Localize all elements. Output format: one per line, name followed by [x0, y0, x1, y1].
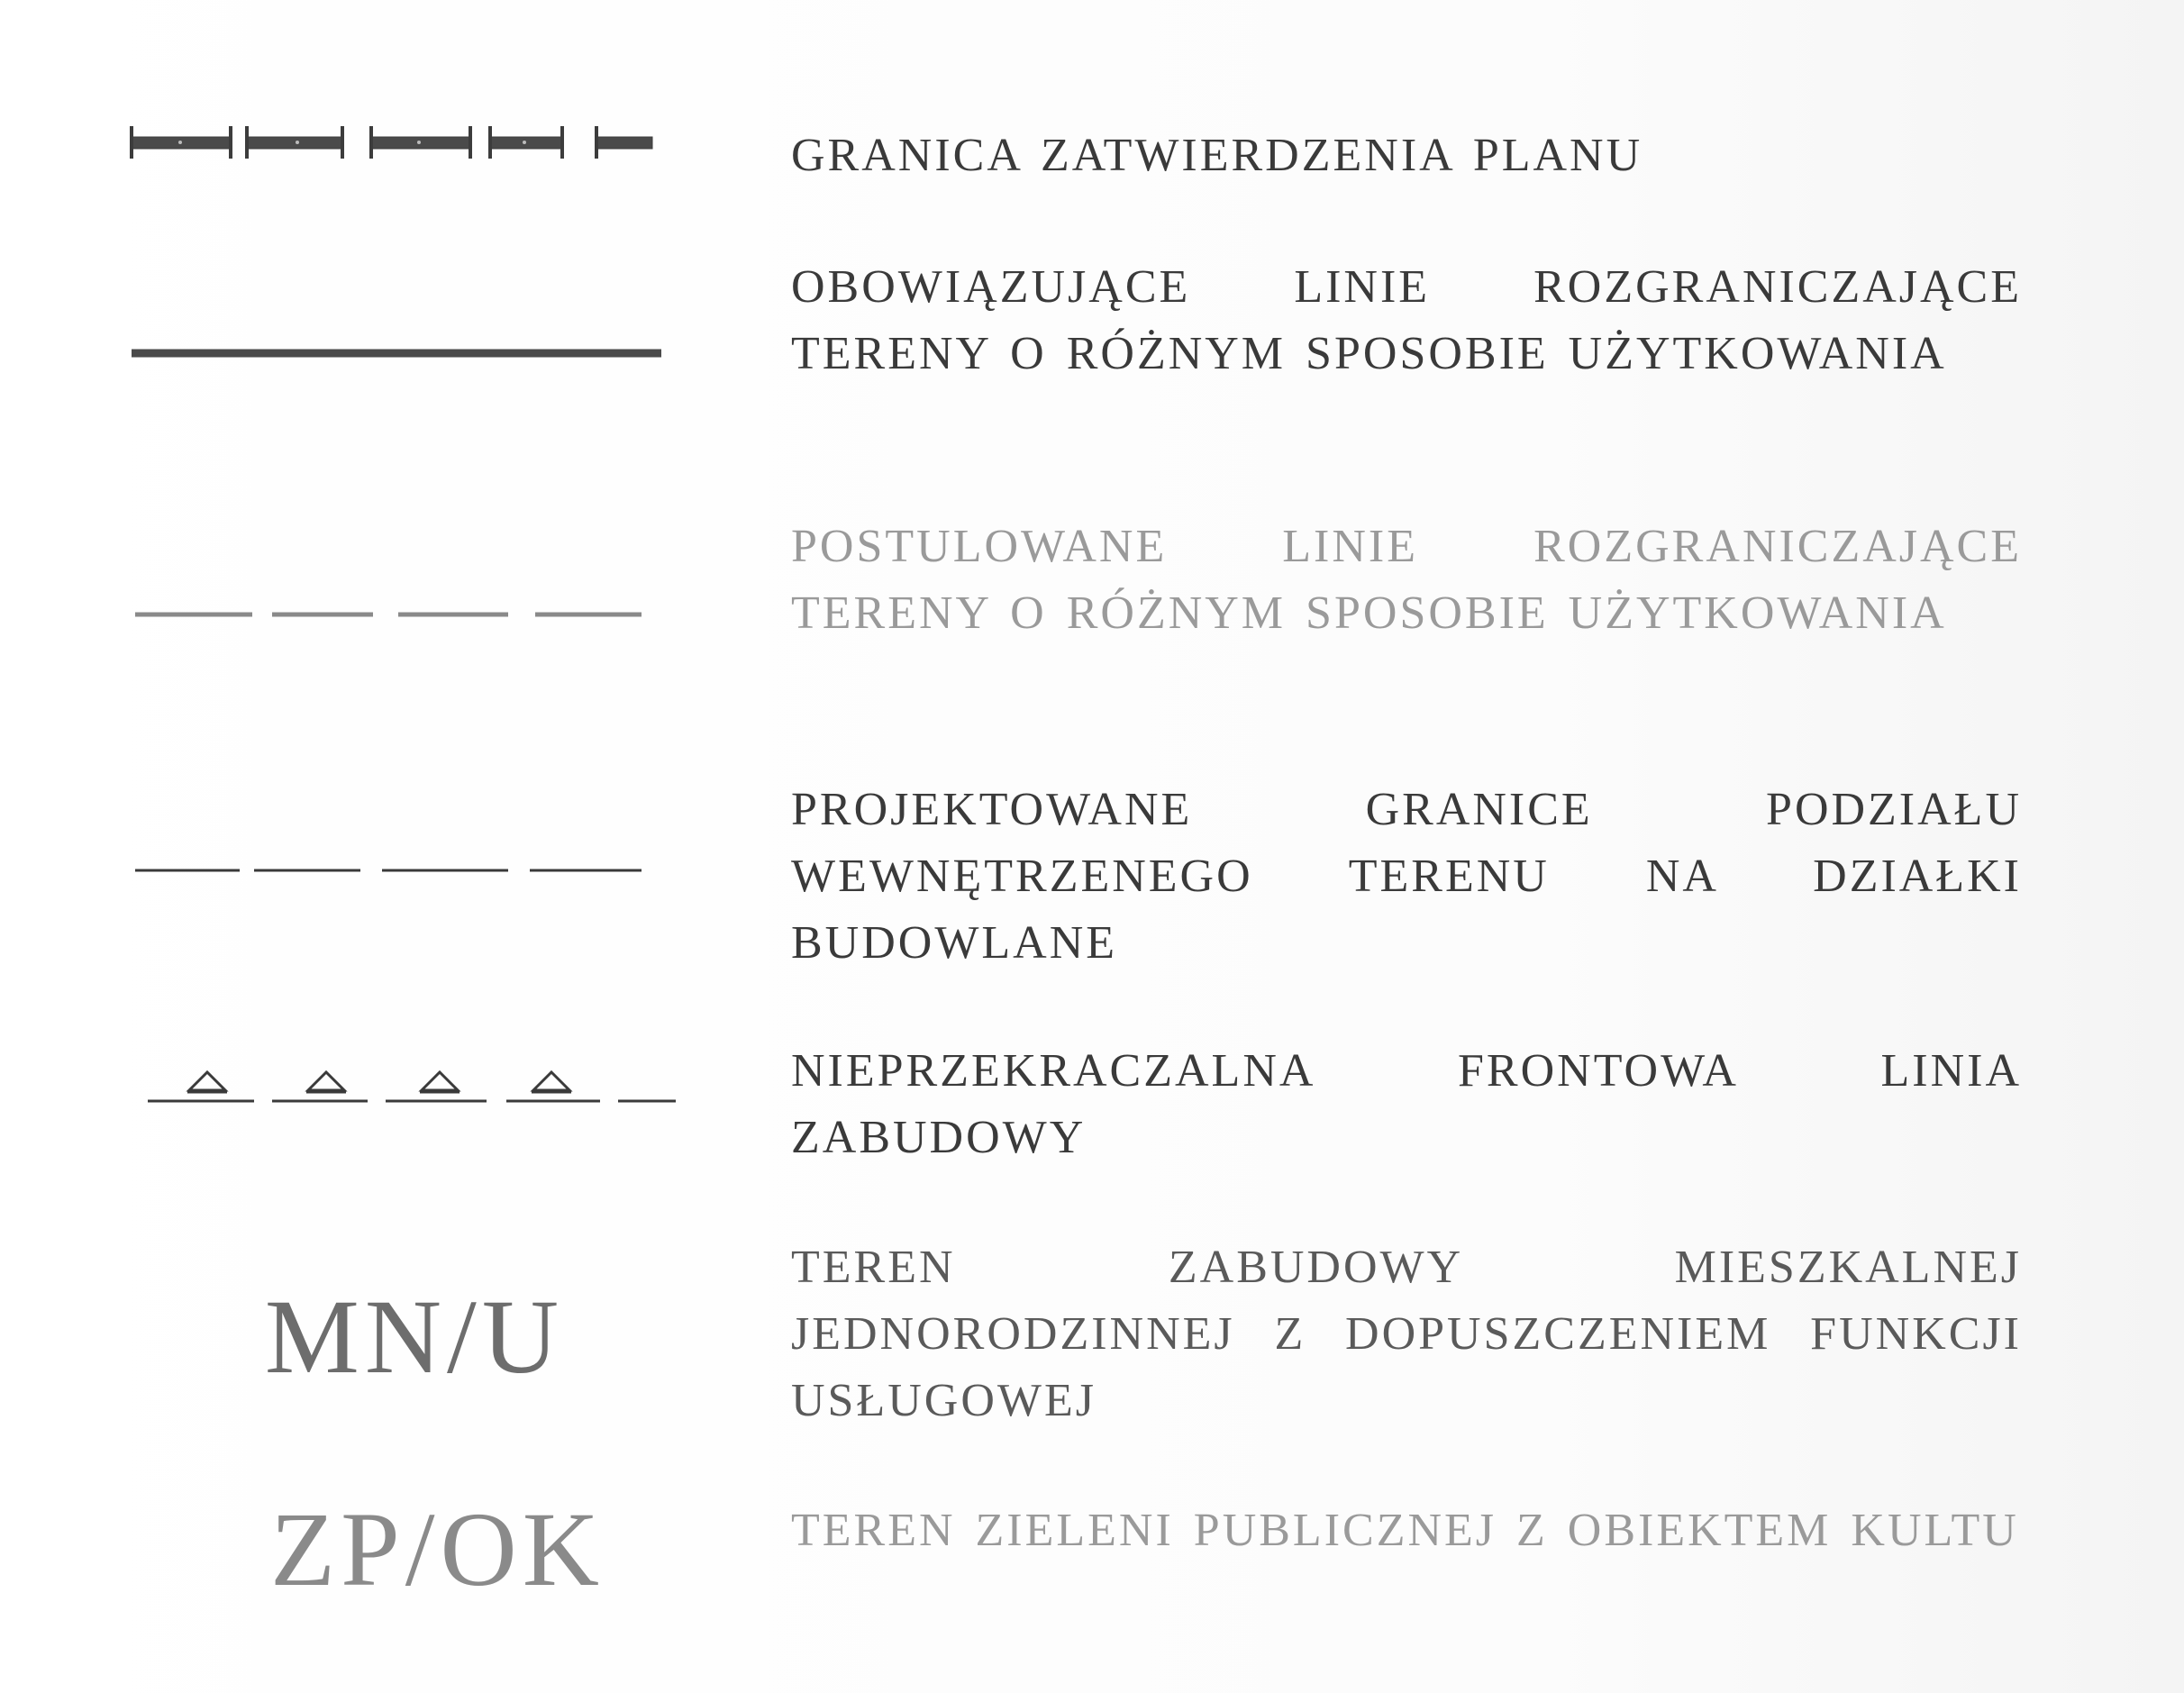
postulated-demarcation-line-symbol [117, 602, 676, 629]
binding-demarcation-line-symbol [117, 341, 676, 368]
legend-text-public-green-zone: TEREN ZIELENI PUBLICZNEJ Z OBIEKTEM KULTU [791, 1505, 2019, 1556]
plan-boundary-symbol [117, 121, 676, 166]
legend-text-residential-zone: TEREN ZABUDOWY MIESZKALNEJ JEDNORODZINNEJ Z DOPUSZCZENIEM FUNKCJI USŁUGOWEJ [791, 1242, 2022, 1426]
legend-text-plot-division-boundaries: PROJEKTOWANE GRANICE PODZIAŁU WEWNĘTRZENEGO TERENU NA DZIAŁKI BUDOWLANE [791, 784, 2022, 969]
zone-code-zpok: ZP/OK [270, 1490, 605, 1608]
legend-text-binding-demarcation-lines: OBOWIĄZUJĄCE LINIE ROZGRANICZAJĄCE TERENY O RÓŻNYM SPOSOBIE UŻYTKOWANIA [791, 261, 2022, 379]
zone-code-mnu: MN/U [264, 1278, 565, 1396]
building-line-symbol [117, 1056, 676, 1110]
legend-text-plan-boundary: GRANICA ZATWIERDZENIA PLANU [791, 130, 1643, 181]
legend-text-building-line: NIEPRZEKRACZALNA FRONTOWA LINIA ZABUDOWY [791, 1045, 2022, 1163]
legend-text-postulated-demarcation-lines: POSTULOWANE LINIE ROZGRANICZAJĄCE TERENY O RÓŻNYM SPOSOBIE UŻYTKOWANIA [791, 521, 2022, 639]
plot-division-line-symbol [117, 858, 676, 885]
